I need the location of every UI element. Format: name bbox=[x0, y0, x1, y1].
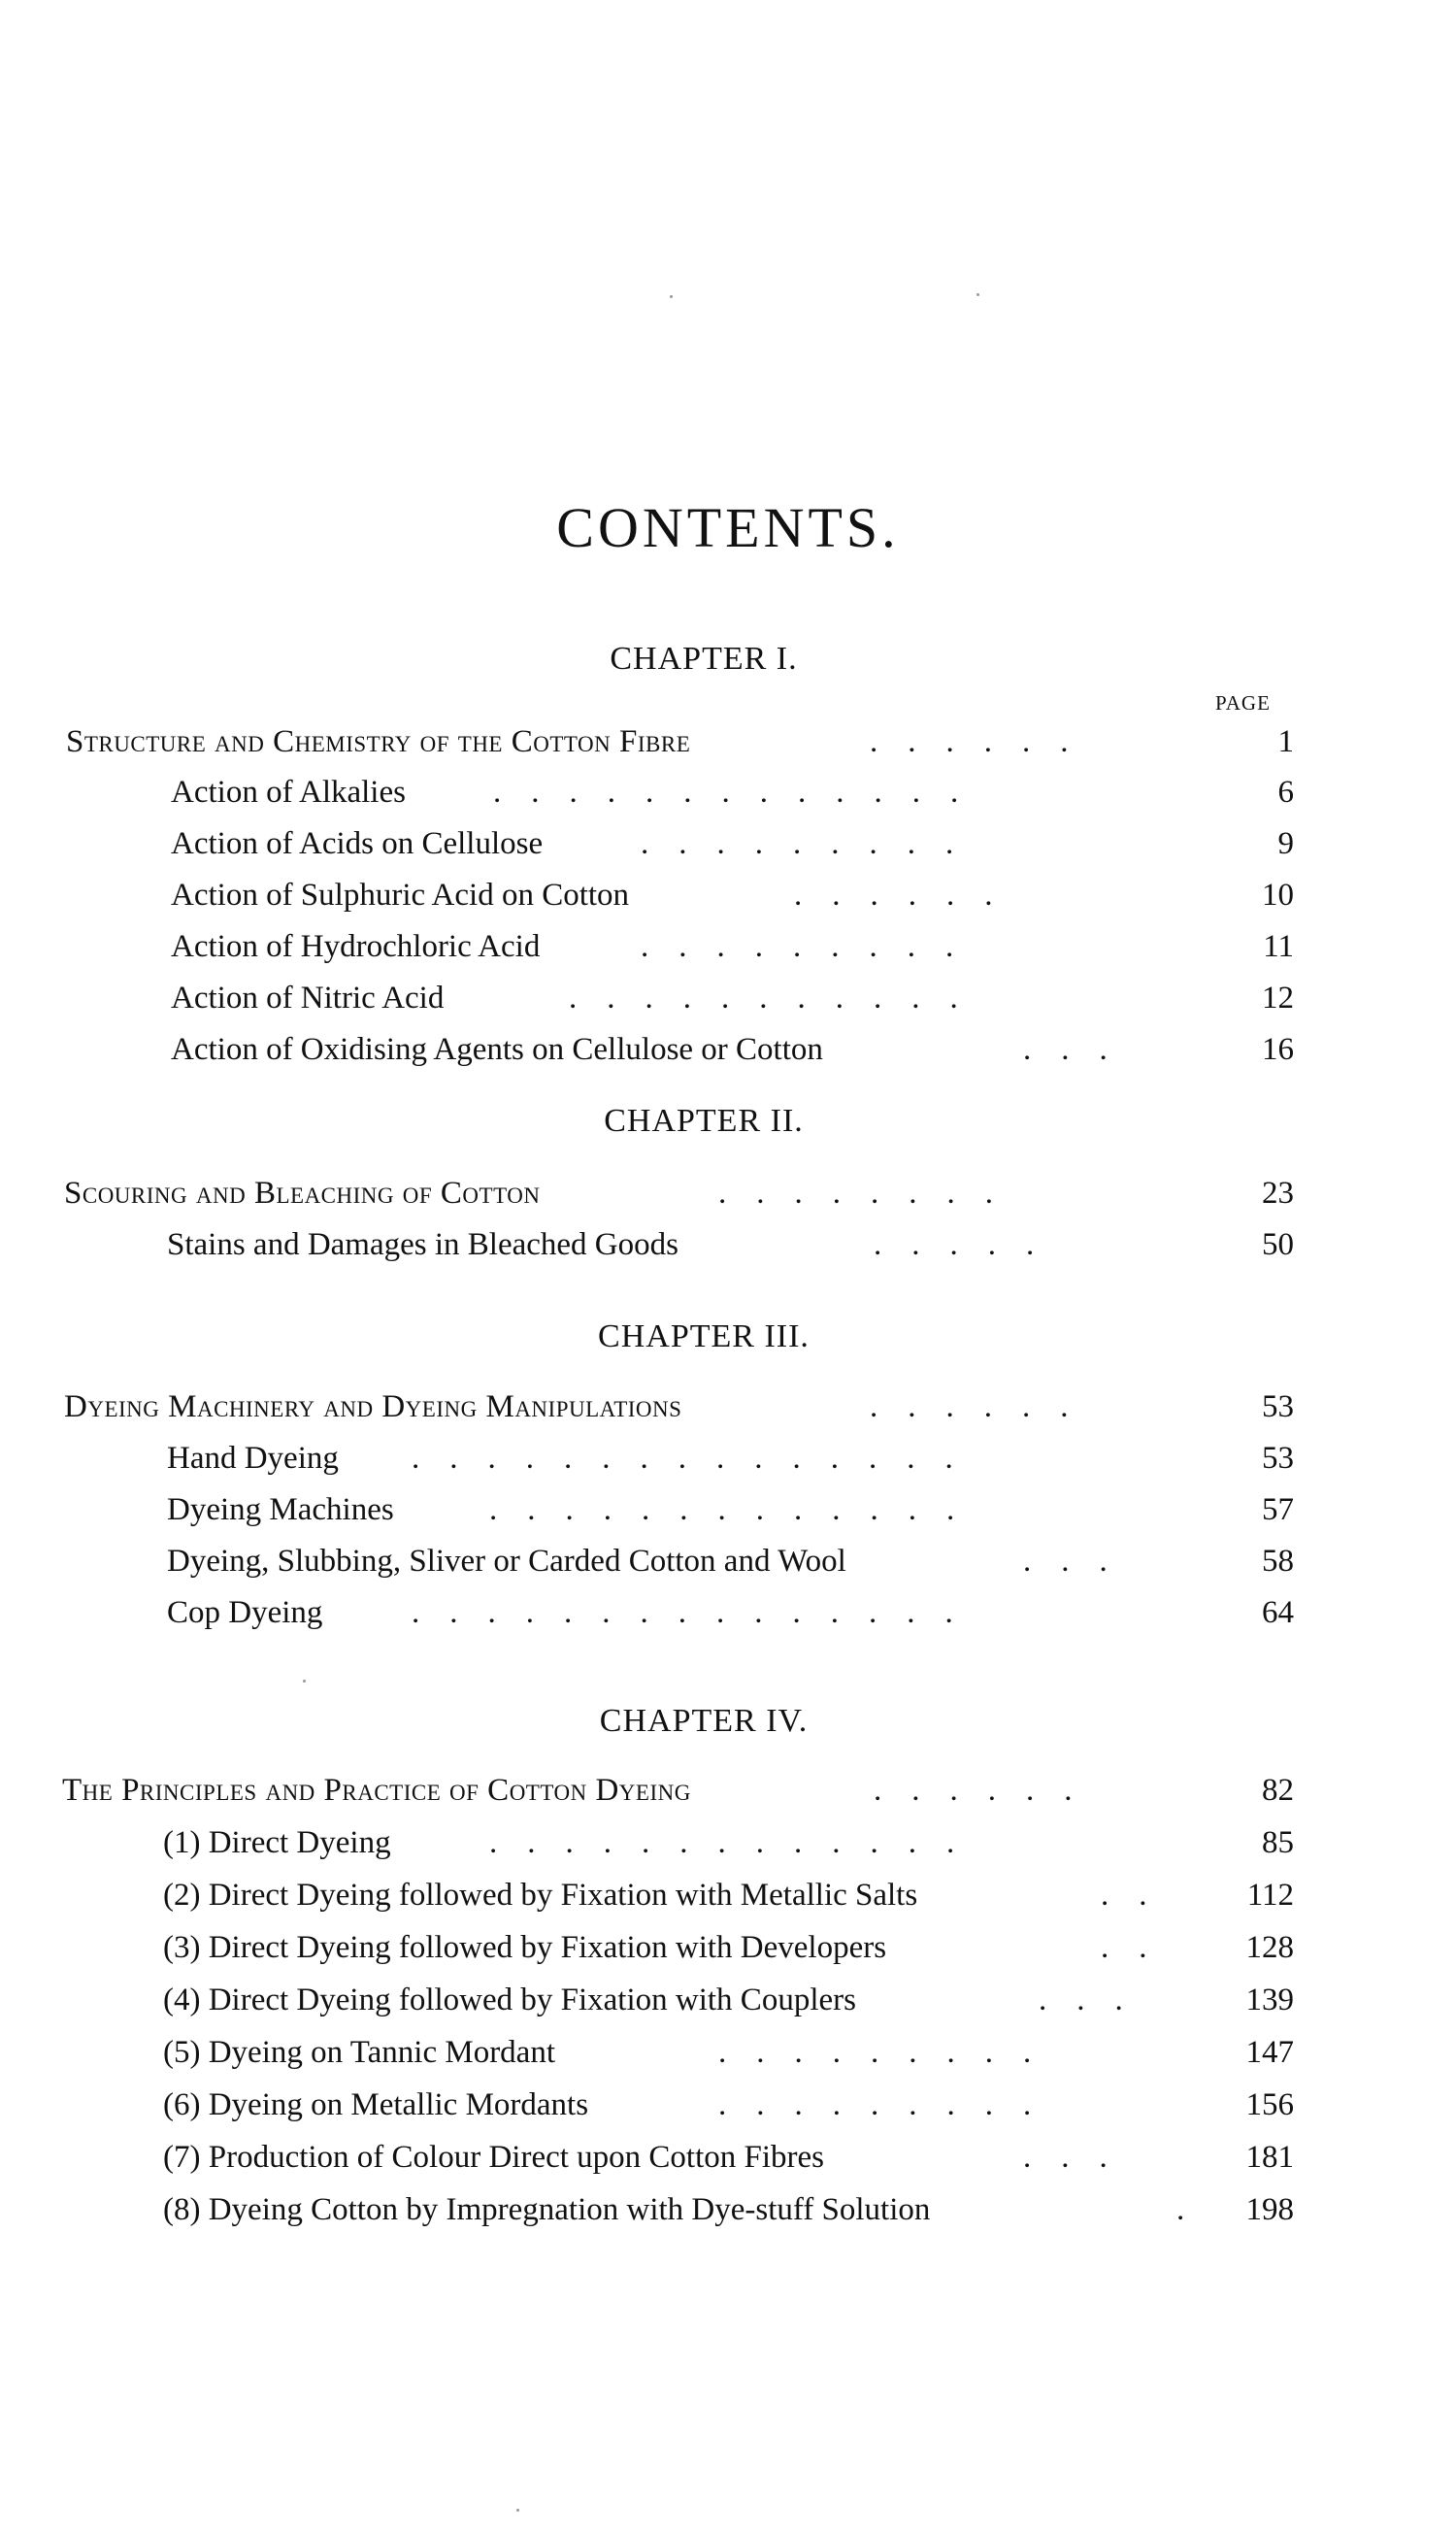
entry-page: 128 bbox=[1245, 1930, 1294, 1965]
entry-page: 181 bbox=[1245, 2140, 1294, 2175]
chapter-heading-3: CHAPTER III. bbox=[598, 1318, 810, 1354]
leader-dots: ......... bbox=[641, 929, 984, 964]
toc-entry[interactable] bbox=[0, 822, 1456, 865]
entry-page: 64 bbox=[1262, 1595, 1294, 1630]
leader-dots: ............. bbox=[493, 775, 989, 810]
toc-entry[interactable] bbox=[0, 1028, 1456, 1071]
toc-entry-chapter-3-main[interactable] bbox=[0, 1385, 1456, 1428]
leader-dots: ... bbox=[1023, 1544, 1138, 1579]
toc-entry-chapter-4-main[interactable] bbox=[0, 1769, 1456, 1812]
entry-page: 6 bbox=[1277, 775, 1294, 810]
page-title: CONTENTS. bbox=[556, 496, 900, 559]
entry-title: (3) Direct Dyeing followed by Fixation with Developers bbox=[163, 1930, 887, 1965]
leader-dots: ........ bbox=[718, 1176, 1023, 1211]
leader-dots: ...... bbox=[870, 724, 1099, 759]
entry-title: Action of Alkalies bbox=[171, 775, 406, 810]
entry-title: (5) Dyeing on Tannic Mordant bbox=[163, 2035, 555, 2070]
entry-page: 23 bbox=[1262, 1176, 1294, 1211]
entry-title: Action of Hydrochloric Acid bbox=[171, 929, 541, 964]
entry-title: Hand Dyeing bbox=[167, 1441, 339, 1476]
entry-page: 16 bbox=[1262, 1032, 1294, 1067]
entry-title: (7) Production of Colour Direct upon Cotton Fibres bbox=[163, 2140, 825, 2175]
entry-page: 53 bbox=[1262, 1389, 1294, 1424]
leader-dots: ...... bbox=[874, 1773, 1103, 1808]
entry-title: Structure and Chemistry of the Cotton Fibre bbox=[66, 724, 691, 759]
entry-page: 85 bbox=[1262, 1825, 1294, 1860]
toc-entry[interactable] bbox=[0, 771, 1456, 814]
leader-dots: ......... bbox=[641, 826, 984, 861]
leader-dots: ... bbox=[1023, 2140, 1138, 2175]
leader-dots: ............. bbox=[489, 1825, 985, 1860]
entry-title: Dyeing Machines bbox=[167, 1492, 394, 1527]
leader-dots: ... bbox=[1023, 1032, 1138, 1067]
entry-page: 50 bbox=[1262, 1227, 1294, 1262]
entry-page: 198 bbox=[1245, 2192, 1294, 2227]
entry-title: Action of Sulphuric Acid on Cotton bbox=[171, 878, 630, 913]
entry-page: 53 bbox=[1262, 1441, 1294, 1476]
entry-page: 147 bbox=[1245, 2035, 1294, 2070]
leader-dots: ...... bbox=[794, 878, 1023, 913]
leader-dots: ..... bbox=[874, 1227, 1065, 1262]
toc-entry-chapter-1-main[interactable] bbox=[0, 720, 1456, 763]
leader-dots: ......... bbox=[718, 2087, 1062, 2122]
entry-title: (4) Direct Dyeing followed by Fixation with Couplers bbox=[163, 1983, 856, 2017]
entry-title: Stains and Damages in Bleached Goods bbox=[167, 1227, 678, 1262]
entry-page: 11 bbox=[1263, 929, 1294, 964]
entry-title: Action of Nitric Acid bbox=[171, 981, 445, 1016]
toc-entry[interactable] bbox=[0, 2188, 1456, 2231]
toc-entry[interactable] bbox=[0, 1540, 1456, 1583]
toc-entry[interactable] bbox=[0, 1488, 1456, 1531]
entry-title: (2) Direct Dyeing followed by Fixation with Metallic Salts bbox=[163, 1878, 918, 1913]
leader-dots: ......... bbox=[718, 2035, 1062, 2070]
chapter-heading-2: CHAPTER II. bbox=[604, 1103, 804, 1139]
entry-page: 57 bbox=[1262, 1492, 1294, 1527]
entry-page: 139 bbox=[1245, 1983, 1294, 2017]
leader-dots: ........... bbox=[569, 981, 988, 1016]
toc-entry[interactable] bbox=[0, 2083, 1456, 2126]
toc-entry[interactable] bbox=[0, 2031, 1456, 2074]
leader-dots: . bbox=[1176, 2192, 1215, 2227]
leader-dots: ............... bbox=[412, 1441, 983, 1476]
entry-title: (1) Direct Dyeing bbox=[163, 1825, 391, 1860]
chapter-heading-4: CHAPTER IV. bbox=[599, 1703, 809, 1739]
entry-page: 12 bbox=[1262, 981, 1294, 1016]
toc-entry[interactable] bbox=[0, 1926, 1456, 1969]
chapter-heading-1: CHAPTER I. bbox=[610, 641, 798, 677]
entry-page: 156 bbox=[1245, 2087, 1294, 2122]
leader-dots: ............... bbox=[412, 1595, 983, 1630]
entry-title: Scouring and Bleaching of Cotton bbox=[64, 1176, 541, 1211]
toc-entry[interactable] bbox=[0, 1979, 1456, 2021]
scan-speck bbox=[976, 293, 979, 296]
toc-entry[interactable] bbox=[0, 874, 1456, 917]
entry-page: 9 bbox=[1277, 826, 1294, 861]
toc-entry[interactable] bbox=[0, 1821, 1456, 1864]
toc-entry[interactable] bbox=[0, 1223, 1456, 1266]
entry-page: 10 bbox=[1262, 878, 1294, 913]
toc-entry[interactable] bbox=[0, 977, 1456, 1019]
scan-speck bbox=[670, 295, 673, 298]
page-column-label: PAGE bbox=[1215, 691, 1271, 715]
entry-page: 58 bbox=[1262, 1544, 1294, 1579]
entry-title: The Principles and Practice of Cotton Dyeing bbox=[62, 1773, 691, 1808]
toc-entry[interactable] bbox=[0, 925, 1456, 968]
leader-dots: ...... bbox=[870, 1389, 1099, 1424]
entry-title: (8) Dyeing Cotton by Impregnation with Dye-stuff Solution bbox=[163, 2192, 931, 2227]
leader-dots: .. bbox=[1101, 1878, 1177, 1913]
entry-title: Dyeing Machinery and Dyeing Manipulations bbox=[64, 1389, 682, 1424]
scan-speck bbox=[303, 1680, 306, 1683]
entry-title: Cop Dyeing bbox=[167, 1595, 323, 1630]
toc-entry[interactable] bbox=[0, 1591, 1456, 1634]
leader-dots: ............. bbox=[489, 1492, 985, 1527]
toc-entry[interactable] bbox=[0, 1874, 1456, 1916]
entry-title: Dyeing, Slubbing, Sliver or Carded Cotton and Wool bbox=[167, 1544, 846, 1579]
toc-entry-chapter-2-main[interactable] bbox=[0, 1172, 1456, 1215]
toc-entry[interactable] bbox=[0, 1437, 1456, 1480]
entry-title: (6) Dyeing on Metallic Mordants bbox=[163, 2087, 589, 2122]
entry-page: 112 bbox=[1246, 1878, 1294, 1913]
entry-title: Action of Acids on Cellulose bbox=[171, 826, 544, 861]
entry-page: 82 bbox=[1262, 1773, 1294, 1808]
toc-entry[interactable] bbox=[0, 2136, 1456, 2179]
entry-title: Action of Oxidising Agents on Cellulose or Cotton bbox=[171, 1032, 823, 1067]
leader-dots: .. bbox=[1101, 1930, 1177, 1965]
leader-dots: ... bbox=[1039, 1983, 1153, 2017]
scan-speck bbox=[516, 2509, 519, 2512]
entry-page: 1 bbox=[1277, 724, 1294, 759]
